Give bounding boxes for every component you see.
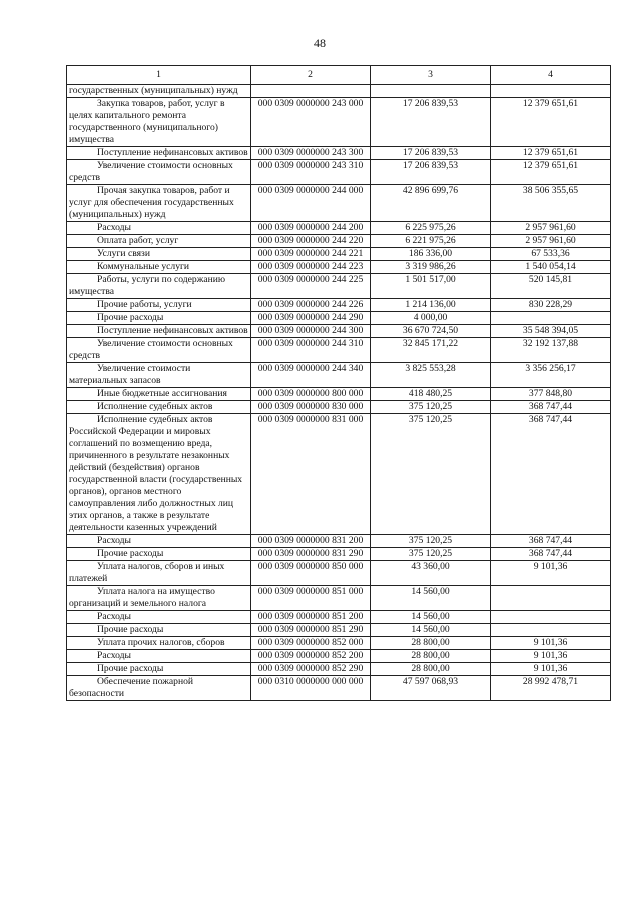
table-row xyxy=(67,222,611,235)
row-value-col3-cell: 14 560,00 xyxy=(371,624,491,637)
table-row xyxy=(67,650,611,663)
table-row xyxy=(67,561,611,586)
row-value-col3-cell: 43 360,00 xyxy=(371,561,491,586)
table-row xyxy=(67,548,611,561)
row-code-cell: 000 0309 0000000 244 225 xyxy=(251,274,371,299)
row-name-cell: Расходы xyxy=(67,611,251,624)
row-name-cell: Прочие расходы xyxy=(67,624,251,637)
row-name-cell: Работы, услуги по содержанию имущества xyxy=(67,274,251,299)
row-code-cell: 000 0309 0000000 244 310 xyxy=(251,338,371,363)
row-value-col4-cell: 368 747,44 xyxy=(491,548,611,561)
row-value-col4-cell: 1 540 054,14 xyxy=(491,261,611,274)
row-code-cell: 000 0309 0000000 852 000 xyxy=(251,637,371,650)
row-value-col4-cell: 35 548 394,05 xyxy=(491,325,611,338)
row-code-cell: 000 0309 0000000 243 300 xyxy=(251,147,371,160)
table-row xyxy=(67,160,611,185)
row-value-col4-cell: 9 101,36 xyxy=(491,637,611,650)
row-code-cell: 000 0309 0000000 831 000 xyxy=(251,414,371,535)
row-value-col4-cell: 9 101,36 xyxy=(491,650,611,663)
row-value-col4-cell: 368 747,44 xyxy=(491,401,611,414)
row-value-col3-cell: 14 560,00 xyxy=(371,586,491,611)
row-value-col3-cell: 28 800,00 xyxy=(371,650,491,663)
row-code-cell: 000 0309 0000000 243 310 xyxy=(251,160,371,185)
row-value-col4-cell xyxy=(491,85,611,98)
row-name-cell: Коммунальные услуги xyxy=(67,261,251,274)
row-code-cell: 000 0309 0000000 244 223 xyxy=(251,261,371,274)
row-code-cell: 000 0309 0000000 244 300 xyxy=(251,325,371,338)
row-value-col3-cell: 28 800,00 xyxy=(371,637,491,650)
row-value-col4-cell: 2 957 961,60 xyxy=(491,222,611,235)
row-value-col4-cell xyxy=(491,611,611,624)
row-value-col4-cell: 9 101,36 xyxy=(491,561,611,586)
table-row xyxy=(67,235,611,248)
row-name-cell: Уплата прочих налогов, сборов xyxy=(67,637,251,650)
row-code-cell: 000 0309 0000000 244 290 xyxy=(251,312,371,325)
row-name-cell: Уплата налога на имущество организаций и земельного налога xyxy=(67,586,251,611)
row-value-col3-cell: 42 896 699,76 xyxy=(371,185,491,222)
row-value-col4-cell: 32 192 137,88 xyxy=(491,338,611,363)
row-value-col3-cell: 375 120,25 xyxy=(371,548,491,561)
row-value-col4-cell: 3 356 256,17 xyxy=(491,363,611,388)
row-value-col4-cell: 12 379 651,61 xyxy=(491,160,611,185)
row-code-cell: 000 0309 0000000 244 000 xyxy=(251,185,371,222)
row-name-cell: Прочие расходы xyxy=(67,663,251,676)
row-code-cell: 000 0309 0000000 831 200 xyxy=(251,535,371,548)
row-name-cell: Расходы xyxy=(67,535,251,548)
row-code-cell: 000 0309 0000000 851 000 xyxy=(251,586,371,611)
table-row xyxy=(67,248,611,261)
table-row xyxy=(67,147,611,160)
row-value-col4-cell: 520 145,81 xyxy=(491,274,611,299)
row-code-cell: 000 0309 0000000 831 290 xyxy=(251,548,371,561)
column-header-3: 3 xyxy=(371,66,491,85)
row-code-cell: 000 0309 0000000 850 000 xyxy=(251,561,371,586)
table-body xyxy=(67,85,611,701)
table-row xyxy=(67,274,611,299)
table-row xyxy=(67,312,611,325)
row-value-col4-cell xyxy=(491,586,611,611)
row-code-cell: 000 0309 0000000 244 220 xyxy=(251,235,371,248)
row-code-cell: 000 0309 0000000 851 290 xyxy=(251,624,371,637)
row-name-cell: Увеличение стоимости материальных запасов xyxy=(67,363,251,388)
table-row xyxy=(67,325,611,338)
table-row xyxy=(67,611,611,624)
row-name-cell: Прочая закупка товаров, работ и услуг для обеспечения государственных (муниципальных) нужд xyxy=(67,185,251,222)
table-row xyxy=(67,663,611,676)
row-value-col3-cell: 28 800,00 xyxy=(371,663,491,676)
row-value-col3-cell: 14 560,00 xyxy=(371,611,491,624)
row-value-col4-cell: 9 101,36 xyxy=(491,663,611,676)
row-value-col3-cell: 17 206 839,53 xyxy=(371,147,491,160)
row-value-col4-cell xyxy=(491,624,611,637)
row-value-col3-cell: 6 221 975,26 xyxy=(371,235,491,248)
row-value-col3-cell: 1 214 136,00 xyxy=(371,299,491,312)
row-code-cell: 000 0309 0000000 244 200 xyxy=(251,222,371,235)
row-code-cell: 000 0309 0000000 830 000 xyxy=(251,401,371,414)
row-name-cell: Закупка товаров, работ, услуг в целях капитального ремонта государственного (муниципального) имущества xyxy=(67,98,251,147)
row-value-col4-cell: 28 992 478,71 xyxy=(491,676,611,701)
table-row xyxy=(67,85,611,98)
column-header-2: 2 xyxy=(251,66,371,85)
row-name-cell: Расходы xyxy=(67,222,251,235)
row-value-col3-cell: 47 597 068,93 xyxy=(371,676,491,701)
row-value-col3-cell xyxy=(371,85,491,98)
budget-execution-table xyxy=(66,65,611,701)
row-name-cell: Обеспечение пожарной безопасности xyxy=(67,676,251,701)
row-value-col4-cell: 12 379 651,61 xyxy=(491,147,611,160)
table-row xyxy=(67,586,611,611)
row-value-col4-cell: 38 506 355,65 xyxy=(491,185,611,222)
row-value-col4-cell: 67 533,36 xyxy=(491,248,611,261)
row-code-cell: 000 0309 0000000 851 200 xyxy=(251,611,371,624)
row-value-col4-cell: 830 228,29 xyxy=(491,299,611,312)
row-name-cell: государственных (муниципальных) нужд xyxy=(67,85,251,98)
column-header-1: 1 xyxy=(67,66,251,85)
row-value-col4-cell xyxy=(491,312,611,325)
table-row xyxy=(67,338,611,363)
row-value-col3-cell: 3 319 986,26 xyxy=(371,261,491,274)
table-row xyxy=(67,98,611,147)
row-value-col3-cell: 375 120,25 xyxy=(371,414,491,535)
row-value-col3-cell: 3 825 553,28 xyxy=(371,363,491,388)
table-row xyxy=(67,637,611,650)
row-name-cell: Расходы xyxy=(67,650,251,663)
row-name-cell: Поступление нефинансовых активов xyxy=(67,147,251,160)
row-value-col3-cell: 375 120,25 xyxy=(371,535,491,548)
row-value-col3-cell: 418 480,25 xyxy=(371,388,491,401)
row-name-cell: Прочие работы, услуги xyxy=(67,299,251,312)
column-header-4: 4 xyxy=(491,66,611,85)
row-value-col4-cell: 368 747,44 xyxy=(491,535,611,548)
row-code-cell: 000 0310 0000000 000 000 xyxy=(251,676,371,701)
table-row xyxy=(67,388,611,401)
row-code-cell: 000 0309 0000000 244 221 xyxy=(251,248,371,261)
row-value-col3-cell: 17 206 839,53 xyxy=(371,98,491,147)
row-value-col3-cell: 1 501 517,00 xyxy=(371,274,491,299)
row-name-cell: Поступление нефинансовых активов xyxy=(67,325,251,338)
row-name-cell: Прочие расходы xyxy=(67,548,251,561)
row-name-cell: Прочие расходы xyxy=(67,312,251,325)
row-value-col3-cell: 6 225 975,26 xyxy=(371,222,491,235)
row-value-col3-cell: 32 845 171,22 xyxy=(371,338,491,363)
row-name-cell: Исполнение судебных актов xyxy=(67,401,251,414)
page-number: 48 xyxy=(314,36,326,50)
row-name-cell: Уплата налогов, сборов и иных платежей xyxy=(67,561,251,586)
table-row xyxy=(67,363,611,388)
row-code-cell: 000 0309 0000000 243 000 xyxy=(251,98,371,147)
row-name-cell: Исполнение судебных актов Российской Федерации и мировых соглашений по возмещению вреда, причиненного в результате незаконных действий (бездействия) органов государственной власти (государственных органов), органов местного самоуправления либо должностных лиц этих органов, а также в результате деятельности казенных учреждений xyxy=(67,414,251,535)
table-row xyxy=(67,535,611,548)
row-name-cell: Услуги связи xyxy=(67,248,251,261)
row-code-cell: 000 0309 0000000 800 000 xyxy=(251,388,371,401)
table-row xyxy=(67,624,611,637)
row-value-col3-cell: 17 206 839,53 xyxy=(371,160,491,185)
table-row xyxy=(67,401,611,414)
table-row xyxy=(67,185,611,222)
table-row xyxy=(67,414,611,535)
table-row xyxy=(67,676,611,701)
row-value-col3-cell: 36 670 724,50 xyxy=(371,325,491,338)
row-name-cell: Увеличение стоимости основных средств xyxy=(67,338,251,363)
table-row xyxy=(67,299,611,312)
row-name-cell: Увеличение стоимости основных средств xyxy=(67,160,251,185)
row-code-cell: 000 0309 0000000 852 200 xyxy=(251,650,371,663)
row-code-cell xyxy=(251,85,371,98)
row-value-col3-cell: 4 000,00 xyxy=(371,312,491,325)
row-name-cell: Иные бюджетные ассигнования xyxy=(67,388,251,401)
table-row xyxy=(67,261,611,274)
row-name-cell: Оплата работ, услуг xyxy=(67,235,251,248)
row-value-col4-cell: 12 379 651,61 xyxy=(491,98,611,147)
row-value-col4-cell: 2 957 961,60 xyxy=(491,235,611,248)
row-code-cell: 000 0309 0000000 852 290 xyxy=(251,663,371,676)
table-header-row xyxy=(67,66,611,85)
row-code-cell: 000 0309 0000000 244 226 xyxy=(251,299,371,312)
row-value-col4-cell: 368 747,44 xyxy=(491,414,611,535)
row-value-col4-cell: 377 848,80 xyxy=(491,388,611,401)
row-value-col3-cell: 186 336,00 xyxy=(371,248,491,261)
row-value-col3-cell: 375 120,25 xyxy=(371,401,491,414)
row-code-cell: 000 0309 0000000 244 340 xyxy=(251,363,371,388)
